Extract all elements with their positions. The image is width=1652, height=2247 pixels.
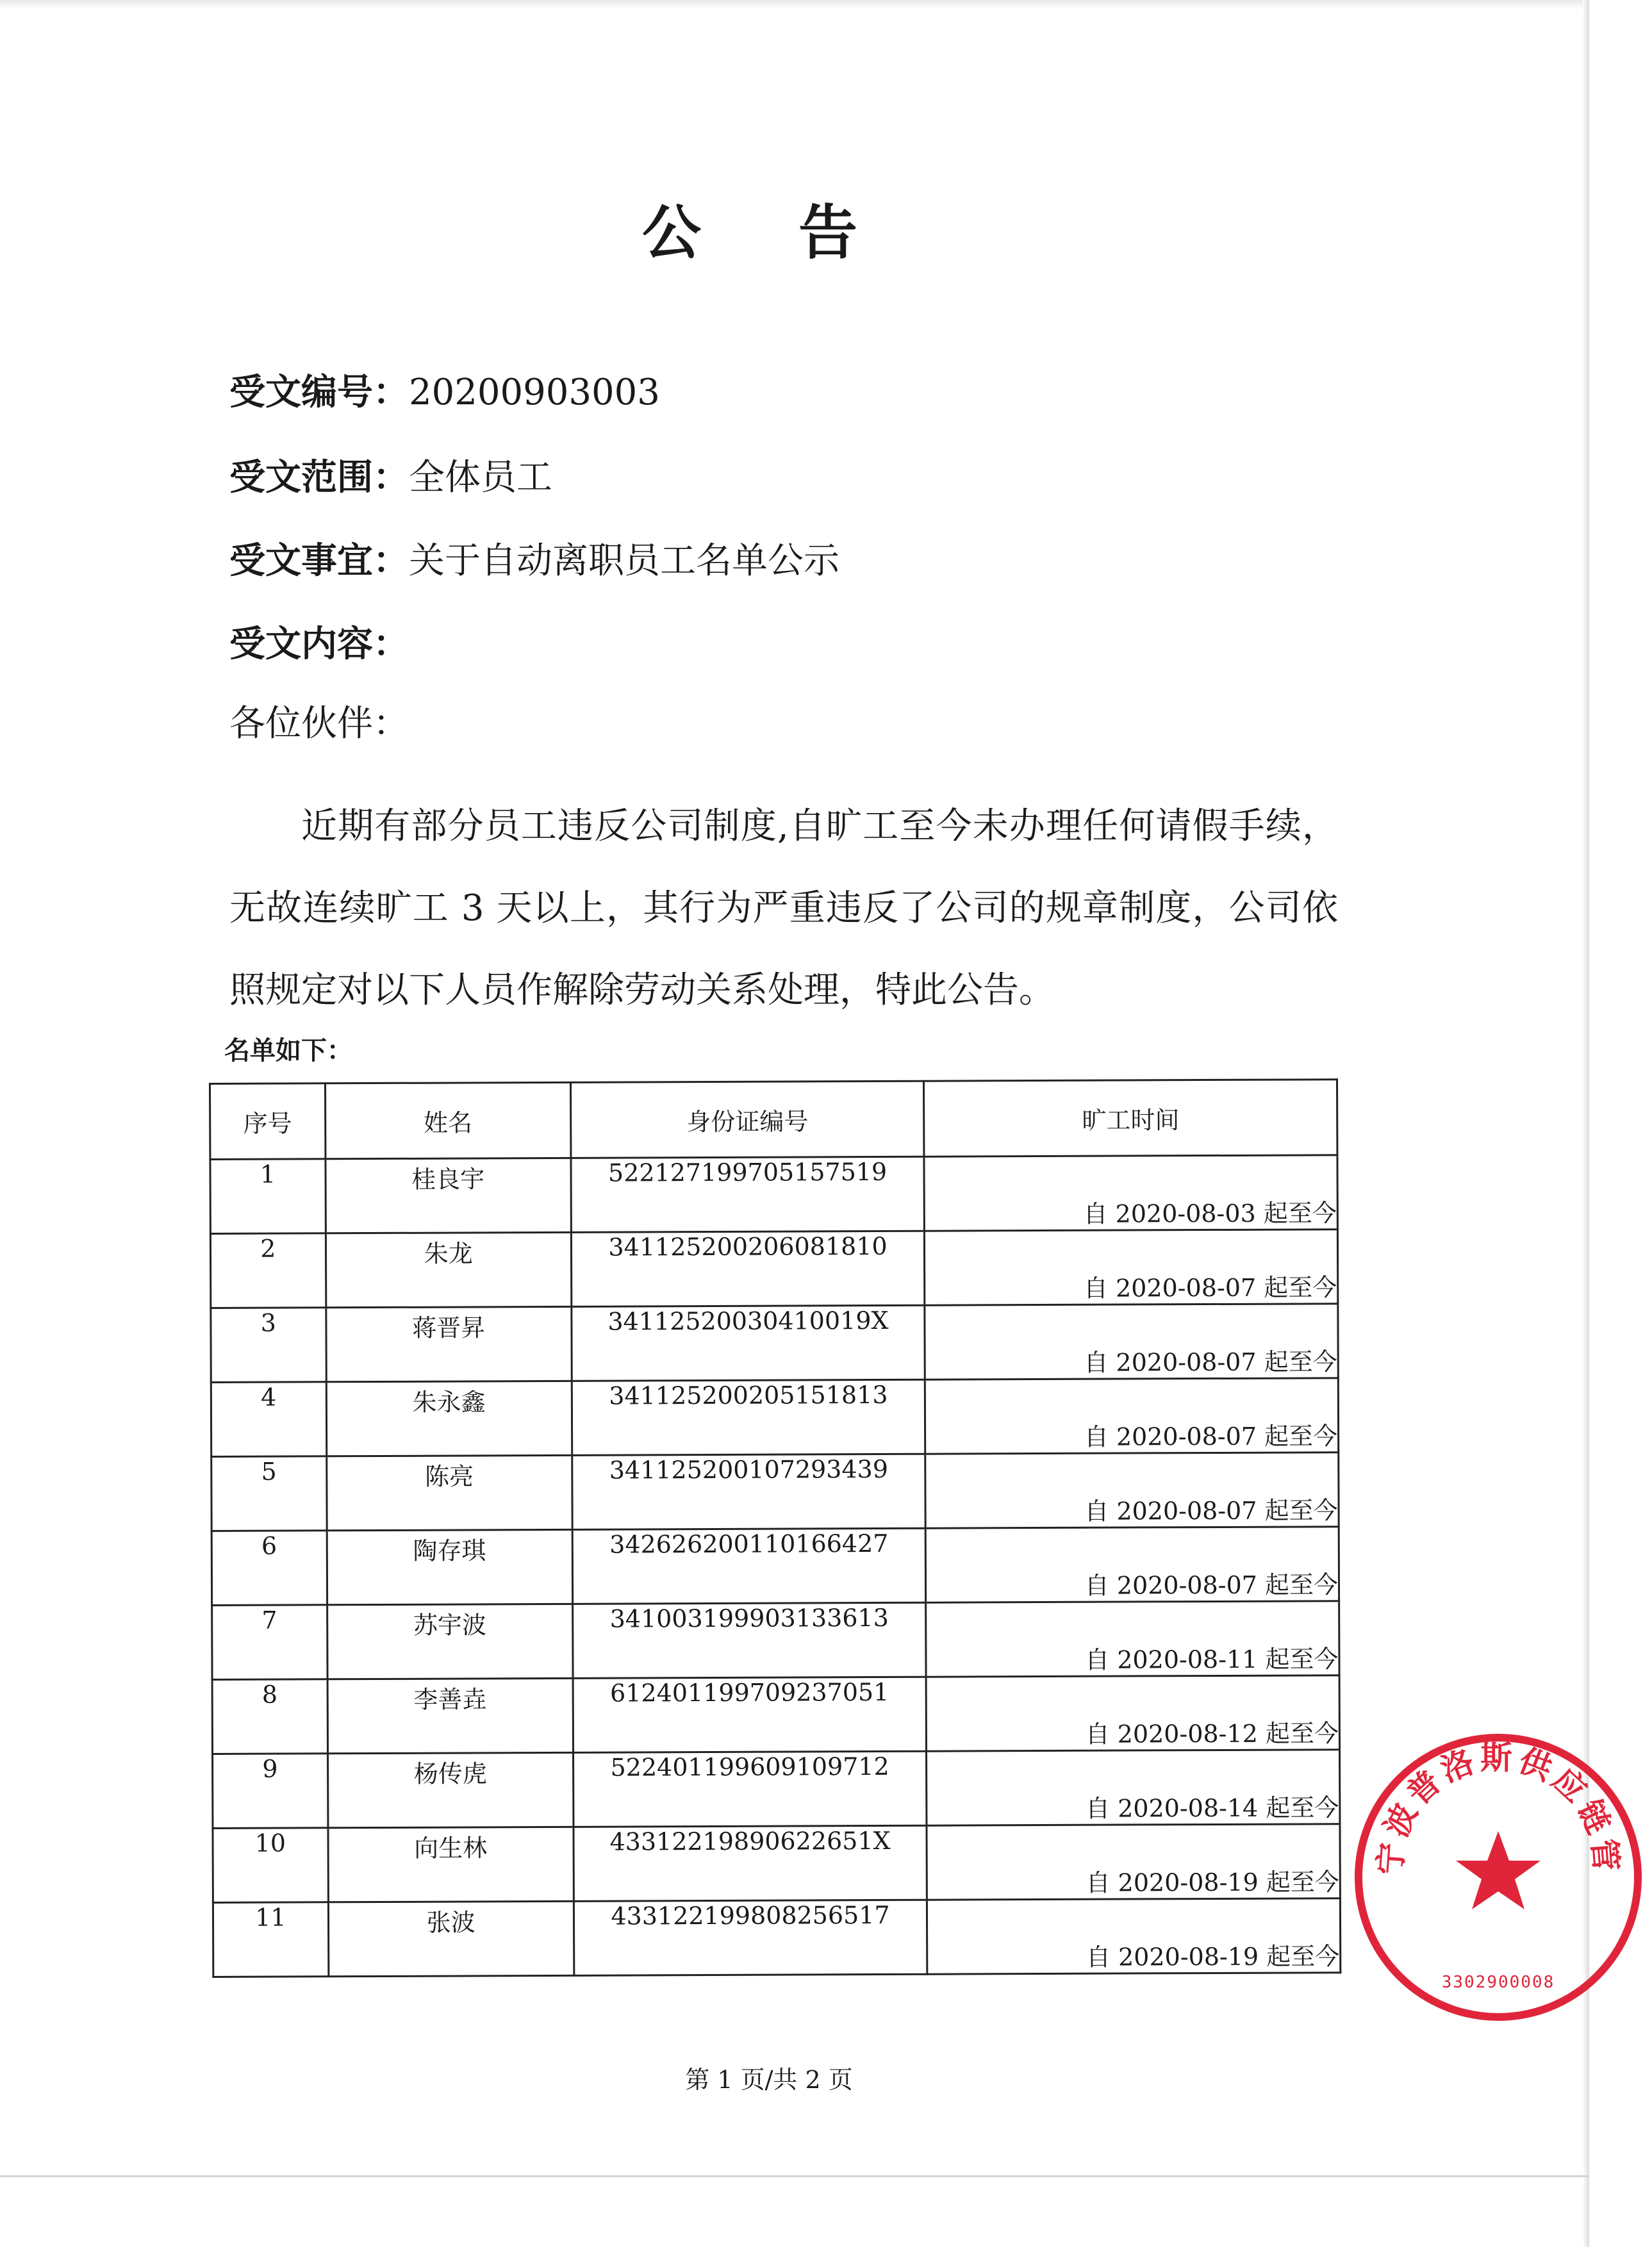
cell-absence-time: 自 2020-08-07 起至今 <box>925 1304 1338 1379</box>
table-row <box>211 1527 1339 1606</box>
table-row <box>211 1453 1339 1531</box>
company-seal <box>1344 1724 1652 2031</box>
cell-no: 9 <box>213 1754 328 1829</box>
cell-id-number: 341003199903133613 <box>572 1602 926 1678</box>
scan-edge-bottom <box>0 2175 1589 2177</box>
table-row <box>213 1824 1340 1903</box>
cell-id-number: 341125200107293439 <box>572 1454 925 1529</box>
cell-name: 向生林 <box>328 1827 574 1902</box>
cell-name: 桂良宇 <box>326 1158 572 1233</box>
cell-no: 10 <box>213 1828 328 1903</box>
cell-name: 李善垚 <box>327 1678 574 1753</box>
cell-id-number: 341125200206081810 <box>571 1231 925 1306</box>
cell-no: 11 <box>213 1902 328 1977</box>
table-row <box>211 1304 1338 1383</box>
cell-name: 蒋晋昇 <box>326 1306 572 1381</box>
cell-no: 2 <box>210 1233 326 1308</box>
table-row <box>212 1601 1339 1680</box>
table-row <box>212 1675 1339 1754</box>
cell-absence-time: 自 2020-08-07 起至今 <box>926 1527 1339 1602</box>
doc-matter-value: 关于自动离职员工名单公示 <box>409 540 839 582</box>
cell-id-number: 342626200110166427 <box>572 1528 926 1604</box>
cell-absence-time: 自 2020-08-07 起至今 <box>925 1378 1339 1454</box>
table-row <box>210 1155 1337 1234</box>
doc-scope-row <box>229 452 552 504</box>
doc-content-label: 受文内容： <box>229 623 409 665</box>
cell-name: 杨传虎 <box>327 1752 574 1827</box>
greeting: 各位伙伴： <box>229 703 409 745</box>
doc-scope-value: 全体员工 <box>409 457 552 498</box>
page-number-footer: 第 1 页/共 2 页 <box>685 2066 853 2094</box>
doc-number-label: 受文编号： <box>229 371 409 413</box>
doc-scope-label: 受文范围： <box>229 456 409 498</box>
cell-no: 6 <box>211 1531 327 1606</box>
cell-name: 陈亮 <box>326 1455 572 1530</box>
cell-id-number: 341125200205151813 <box>572 1379 925 1455</box>
doc-number-row <box>229 366 660 418</box>
cell-id-number: 522127199705157519 <box>571 1156 925 1232</box>
table-row <box>210 1230 1337 1308</box>
cell-absence-time: 自 2020-08-19 起至今 <box>927 1898 1341 1974</box>
header-no: 序号 <box>210 1083 326 1160</box>
cell-id-number: 612401199709237051 <box>573 1677 927 1752</box>
table-row <box>213 1898 1340 1977</box>
cell-id-number: 43312219890622651X <box>574 1825 927 1901</box>
cell-no: 4 <box>211 1382 326 1457</box>
cell-absence-time: 自 2020-08-03 起至今 <box>924 1155 1337 1231</box>
employee-table <box>209 1078 1341 1978</box>
cell-id-number: 34112520030410019X <box>572 1305 925 1381</box>
cell-id-number: 433122199808256517 <box>574 1900 927 1975</box>
cell-name: 张波 <box>328 1901 574 1976</box>
table-row <box>213 1750 1340 1829</box>
cell-name: 陶存琪 <box>327 1529 573 1604</box>
doc-matter-label: 受文事宜： <box>229 539 409 582</box>
cell-absence-time: 自 2020-08-07 起至今 <box>925 1453 1339 1528</box>
page-title: 公 告 <box>641 198 896 267</box>
header-name: 姓名 <box>325 1082 571 1158</box>
cell-absence-time: 自 2020-08-14 起至今 <box>927 1750 1340 1825</box>
cell-name: 朱永鑫 <box>326 1381 572 1456</box>
cell-id-number: 522401199609109712 <box>573 1751 927 1827</box>
seal-number: 3302900008 <box>1441 1973 1555 1992</box>
cell-name: 苏宇波 <box>327 1604 573 1679</box>
list-heading: 名单如下： <box>224 1035 352 1066</box>
seal-text: 宁波普洛斯供应链管 <box>1371 1738 1626 1877</box>
cell-no: 5 <box>211 1456 327 1531</box>
header-id-number: 身份证编号 <box>570 1081 924 1158</box>
table-row <box>211 1378 1338 1457</box>
doc-matter-row <box>229 535 839 587</box>
cell-absence-time: 自 2020-08-19 起至今 <box>927 1824 1340 1900</box>
cell-no: 8 <box>212 1679 327 1754</box>
doc-number-value: 20200903003 <box>409 372 660 413</box>
seal-star <box>1456 1831 1540 1909</box>
body-paragraph: 近期有部分员工违反公司制度,自旷工至今未办理任何请假手续，无故连续旷工 3 天以上，其行为严重违反了公司的规章制度，公司依照规定对以下人员作解除劳动关系处理，特此公告。 <box>229 805 1338 1011</box>
table-header-row <box>210 1080 1337 1160</box>
cell-name: 朱龙 <box>326 1232 572 1307</box>
header-absence-time: 旷工时间 <box>924 1080 1337 1156</box>
cell-absence-time: 自 2020-08-07 起至今 <box>925 1230 1338 1305</box>
cell-no: 7 <box>212 1605 327 1680</box>
cell-no: 3 <box>211 1308 326 1383</box>
doc-content-row <box>229 618 409 670</box>
scan-edge-top <box>0 0 1589 9</box>
cell-absence-time: 自 2020-08-11 起至今 <box>926 1601 1339 1677</box>
cell-absence-time: 自 2020-08-12 起至今 <box>926 1675 1339 1751</box>
cell-no: 1 <box>210 1159 326 1234</box>
